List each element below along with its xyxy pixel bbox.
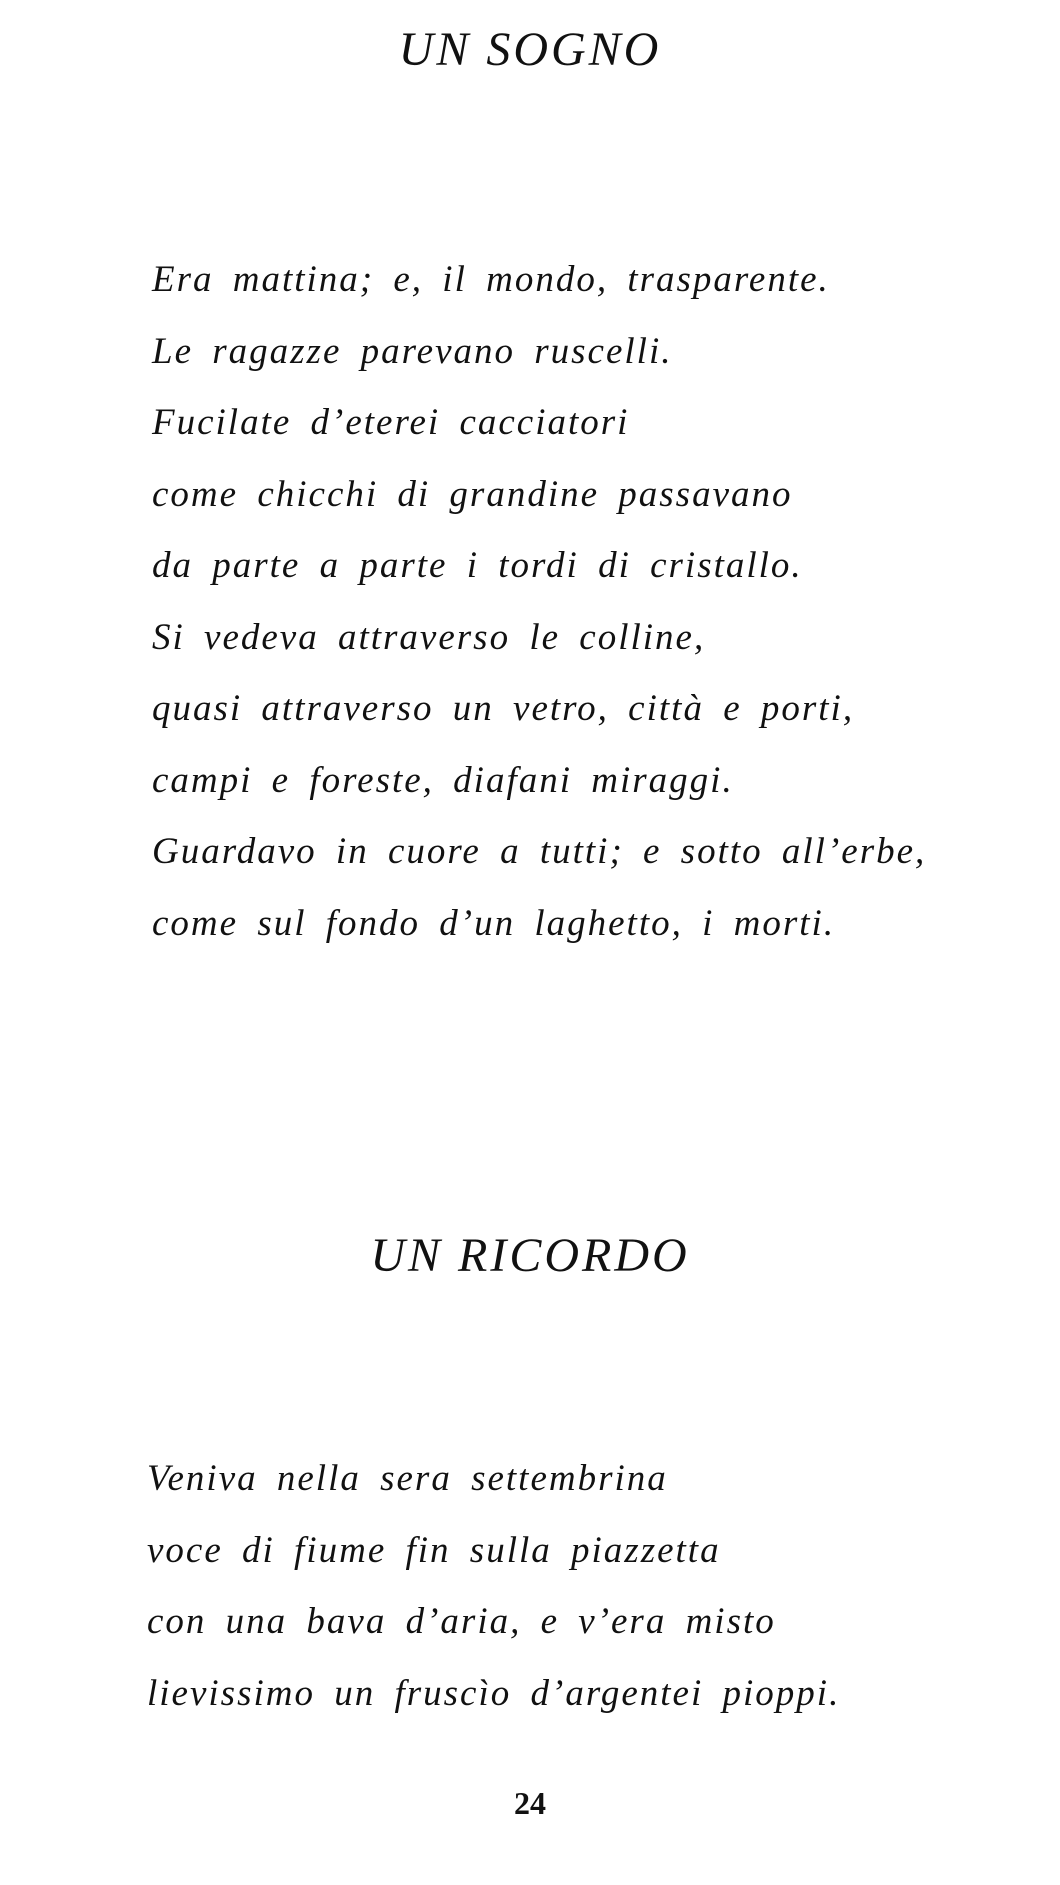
poem-line: lievissimo un fruscìo d’argentei pioppi.	[147, 1672, 841, 1714]
poem-line: Le ragazze parevano ruscelli.	[152, 330, 673, 372]
poem-line: come sul fondo d’un laghetto, i morti.	[152, 902, 836, 944]
poem-line: con una bava d’aria, e v’era misto	[147, 1601, 776, 1642]
poem-title-un-sogno: UN SOGNO	[398, 23, 662, 76]
poem-title-un-ricordo: UN RICORDO	[370, 1229, 690, 1282]
page-number: 24	[514, 1785, 546, 1821]
poem-line: campi e foreste, diafani miraggi.	[152, 759, 734, 801]
poem-line: Guardavo in cuore a tutti; e sotto all’erbe,	[152, 831, 927, 872]
poem-body-un-ricordo	[147, 1443, 1060, 1729]
poem-line: quasi attraverso un vetro, città e porti,	[152, 688, 855, 729]
poem-line: Veniva nella sera settembrina	[147, 1458, 668, 1499]
poem-line: Era mattina; e, il mondo, trasparente.	[152, 259, 830, 300]
poem-line: Si vedeva attraverso le colline,	[152, 616, 706, 658]
poem-line: come chicchi di grandine passavano	[152, 473, 793, 515]
poem-line: voce di fiume fin sulla piazzetta	[147, 1529, 721, 1571]
poem-body-un-sogno	[152, 244, 1060, 959]
poem-line: Fucilate d’eterei cacciatori	[152, 402, 630, 443]
poem-line: da parte a parte i tordi di cristallo.	[152, 545, 803, 586]
